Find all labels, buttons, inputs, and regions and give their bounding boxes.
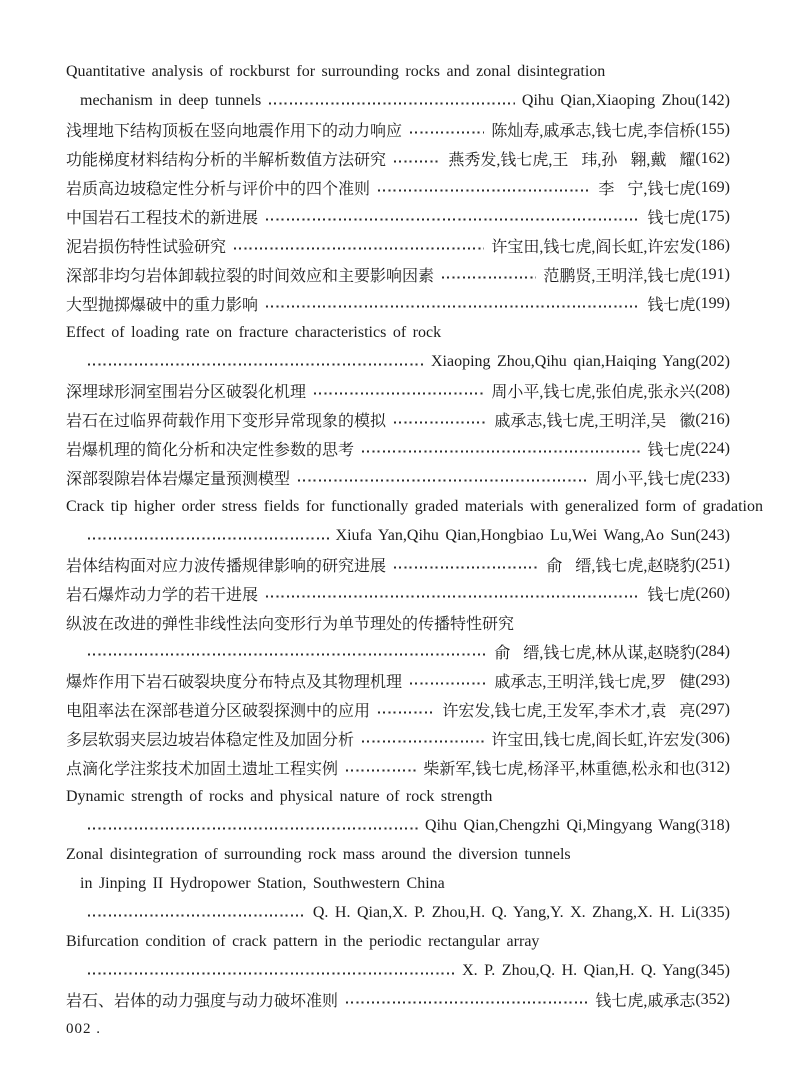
toc-row	[66, 637, 730, 666]
dot-leader	[346, 1001, 588, 1003]
entry-title: Effect of loading rate on fracture characteristics of rock	[66, 323, 442, 341]
entry-authors: 许宝田,钱七虎,阎长虹,许宏发	[491, 732, 696, 749]
toc-row	[66, 550, 730, 579]
entry-title: 纵波在改进的弹性非线性法向变形行为单节理处的传播特性研究	[66, 616, 515, 633]
toc-row	[66, 782, 730, 811]
entry-title: 中国岩石工程技术的新进展	[66, 210, 259, 227]
toc-row	[66, 579, 730, 608]
dot-leader	[394, 160, 441, 162]
entry-page: (199)	[695, 294, 730, 312]
toc-row	[66, 985, 730, 1014]
entry-page: (345)	[695, 961, 730, 979]
entry-authors: 俞 缙,钱七虎,林从谋,赵晓豹	[494, 645, 696, 662]
entry-page: (251)	[695, 555, 730, 573]
entry-title: Bifurcation condition of crack pattern in the periodic rectangular array	[66, 932, 540, 950]
entry-authors: 李 宁,钱七虎	[598, 181, 696, 198]
entry-authors: 周小平,钱七虎,张伯虎,张永兴	[491, 384, 696, 401]
entry-title: 大型抛掷爆破中的重力影响	[66, 297, 259, 314]
entry-page: (297)	[695, 700, 730, 718]
entry-title: Crack tip higher order stress fields for functionally graded materials with generalized form of gradation	[66, 497, 763, 515]
entry-page: (208)	[695, 381, 730, 399]
entry-title: 爆炸作用下岩石破裂块度分布特点及其物理机理	[66, 674, 403, 691]
entry-authors: 戚承志,钱七虎,王明洋,吴 徽	[494, 413, 696, 430]
entry-authors: 戚承志,王明洋,钱七虎,罗 健	[494, 674, 696, 691]
entry-page: (169)	[695, 178, 730, 196]
toc-row	[66, 840, 730, 869]
entry-title: Zonal disintegration of surrounding rock mass around the diversion tunnels	[66, 845, 571, 863]
entry-page: (312)	[695, 758, 730, 776]
dot-leader	[410, 682, 487, 684]
toc-row	[66, 144, 730, 173]
entry-title: 功能梯度材料结构分析的半解析数值方法研究	[66, 152, 387, 169]
entry-authors: 许宏发,钱七虎,王发军,李术才,袁 亮	[442, 703, 696, 720]
entry-authors: 燕秀发,钱七虎,王 玮,孙 翱,戴 耀	[448, 152, 696, 169]
entry-page: (186)	[695, 236, 730, 254]
toc-row	[66, 869, 730, 898]
entry-title: Dynamic strength of rocks and physical nature of rock strength	[66, 787, 493, 805]
toc-row	[66, 231, 730, 260]
toc-row	[66, 57, 730, 86]
dot-leader	[266, 218, 640, 220]
toc-row	[66, 260, 730, 289]
dot-leader	[298, 479, 588, 481]
toc-row	[66, 405, 730, 434]
entry-authors: Qihu Qian,Xiaoping Zhou	[521, 91, 696, 109]
entry-page: (233)	[695, 468, 730, 486]
toc-row	[66, 289, 730, 318]
entry-authors: 柴新军,钱七虎,杨泽平,林重德,松永和也	[423, 761, 696, 778]
toc-row	[66, 927, 730, 956]
entry-authors: X. P. Zhou,Q. H. Qian,H. Q. Yang	[462, 961, 696, 979]
entry-title: in Jinping II Hydropower Station, Southwestern China	[80, 874, 445, 892]
entry-page: (352)	[695, 990, 730, 1008]
toc-row	[66, 492, 763, 521]
entry-page: (202)	[695, 352, 730, 370]
entry-page: (224)	[695, 439, 730, 457]
toc-row	[66, 521, 730, 550]
toc-row	[66, 173, 730, 202]
dot-leader	[88, 827, 418, 829]
toc-row	[66, 724, 730, 753]
toc-row	[66, 898, 730, 927]
entry-page: (335)	[695, 903, 730, 921]
toc-row	[66, 86, 730, 115]
entry-title: 岩石爆炸动力学的若干进展	[66, 587, 259, 604]
entry-page: (162)	[695, 149, 730, 167]
dot-leader	[346, 769, 416, 771]
entry-authors: 钱七虎	[647, 297, 696, 314]
dot-leader	[314, 392, 484, 394]
toc-row	[66, 608, 730, 637]
entry-authors: Xiufa Yan,Qihu Qian,Hongbiao Lu,Wei Wang,Ao Sun	[335, 526, 696, 544]
toc-row	[66, 956, 730, 985]
dot-leader	[266, 305, 640, 307]
dot-leader	[394, 421, 487, 423]
dot-leader	[234, 247, 484, 249]
entry-title: 岩石在过临界荷载作用下变形异常现象的模拟	[66, 413, 387, 430]
toc-row	[66, 463, 730, 492]
dot-leader	[88, 653, 487, 655]
toc-row	[66, 753, 730, 782]
entry-authors: 钱七虎,戚承志	[595, 993, 696, 1010]
dot-leader	[410, 131, 484, 133]
entry-authors: Qihu Qian,Chengzhi Qi,Mingyang Wang	[425, 816, 696, 834]
toc-list	[66, 57, 763, 1014]
toc-row	[66, 376, 730, 405]
toc-row	[66, 695, 730, 724]
toc-row	[66, 347, 730, 376]
dot-leader	[362, 450, 640, 452]
toc-row	[66, 666, 730, 695]
page-number-footer: 002 .	[66, 1021, 101, 1037]
entry-authors: 钱七虎	[647, 442, 696, 459]
entry-page: (293)	[695, 671, 730, 689]
entry-title: 泥岩损伤特性试验研究	[66, 239, 227, 256]
dot-leader	[378, 711, 435, 713]
entry-page: (284)	[695, 642, 730, 660]
entry-page: (260)	[695, 584, 730, 602]
entry-page: (318)	[695, 816, 730, 834]
entry-title: 岩体结构面对应力波传播规律影响的研究进展	[66, 558, 387, 575]
entry-title: mechanism in deep tunnels	[80, 91, 262, 109]
toc-row	[66, 202, 730, 231]
dot-leader	[442, 276, 536, 278]
entry-authors: Q. H. Qian,X. P. Zhou,H. Q. Yang,Y. X. Zhang,X. H. Li	[312, 903, 696, 921]
toc-row	[66, 434, 730, 463]
entry-authors: 周小平,钱七虎	[595, 471, 696, 488]
entry-title: 电阻率法在深部巷道分区破裂探测中的应用	[66, 703, 371, 720]
entry-page: (175)	[695, 207, 730, 225]
entry-title: 岩石、岩体的动力强度与动力破坏准则	[66, 993, 339, 1010]
entry-title: 岩质高边坡稳定性分析与评价中的四个准则	[66, 181, 371, 198]
dot-leader	[378, 189, 591, 191]
entry-title: 深埋球形洞室围岩分区破裂化机理	[66, 384, 307, 401]
entry-title: 深部非均匀岩体卸载拉裂的时间效应和主要影响因素	[66, 268, 435, 285]
entry-authors: 钱七虎	[647, 587, 696, 604]
entry-authors: 范鹏贤,王明洋,钱七虎	[543, 268, 696, 285]
entry-title: Quantitative analysis of rockburst for surrounding rocks and zonal disintegration	[66, 62, 606, 80]
dot-leader	[362, 740, 484, 742]
dot-leader	[88, 537, 329, 539]
dot-leader	[88, 914, 306, 916]
entry-page: (306)	[695, 729, 730, 747]
dot-leader	[266, 595, 640, 597]
entry-title: 多层软弱夹层边坡岩体稳定性及加固分析	[66, 732, 355, 749]
toc-row	[66, 318, 730, 347]
entry-title: 浅埋地下结构顶板在竖向地震作用下的动力响应	[66, 123, 403, 140]
entry-authors: 陈灿寿,戚承志,钱七虎,李信桥	[491, 123, 696, 140]
entry-authors: 许宝田,钱七虎,阎长虹,许宏发	[491, 239, 696, 256]
entry-page: (216)	[695, 410, 730, 428]
entry-page: (243)	[695, 526, 730, 544]
entry-page: (191)	[695, 265, 730, 283]
entry-title: 点滴化学注浆技术加固土遗址工程实例	[66, 761, 339, 778]
entry-title: 岩爆机理的简化分析和决定性参数的思考	[66, 442, 355, 459]
entry-page: (155)	[695, 120, 730, 138]
dot-leader	[394, 566, 539, 568]
entry-authors: 钱七虎	[647, 210, 696, 227]
toc-row	[66, 811, 730, 840]
dot-leader	[269, 102, 515, 104]
entry-authors: Xiaoping Zhou,Qihu qian,Haiqing Yang	[430, 352, 696, 370]
entry-page: (142)	[695, 91, 730, 109]
toc-row	[66, 115, 730, 144]
entry-authors: 俞 缙,钱七虎,赵晓豹	[546, 558, 696, 575]
dot-leader	[88, 363, 424, 365]
entry-title: 深部裂隙岩体岩爆定量预测模型	[66, 471, 291, 488]
dot-leader	[88, 972, 455, 974]
